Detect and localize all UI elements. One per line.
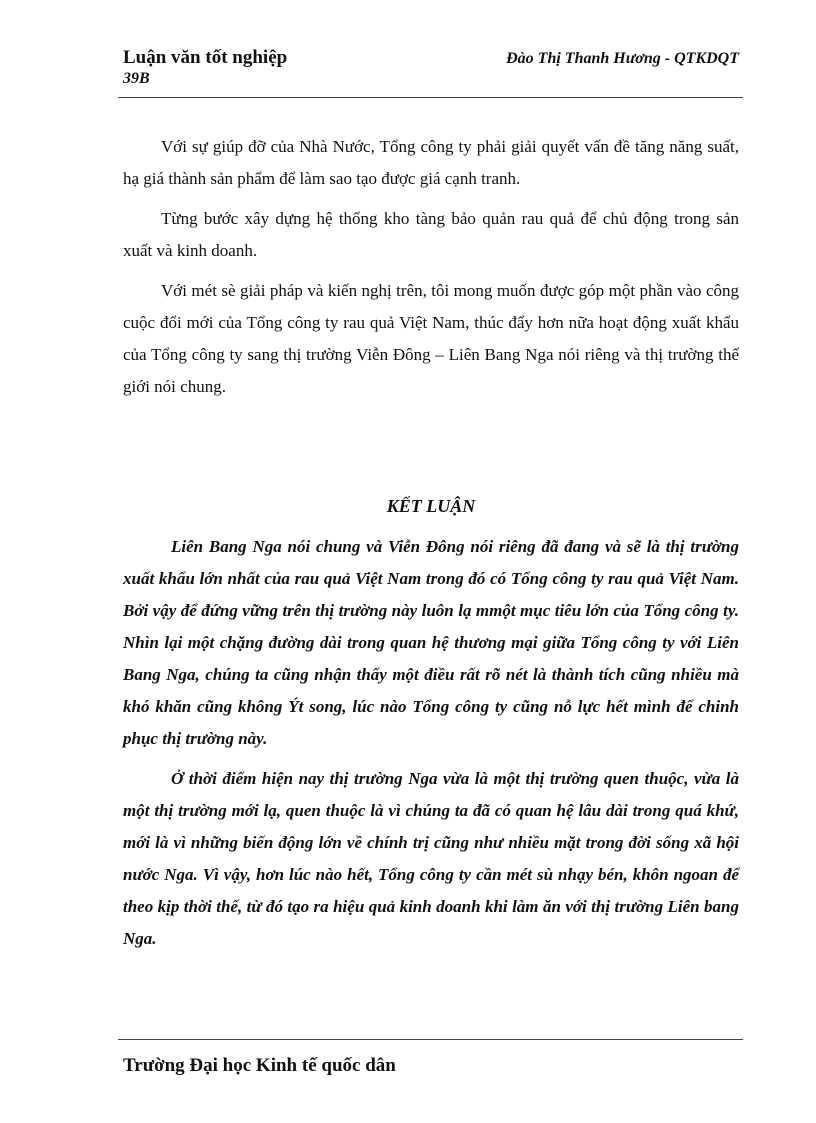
footer-divider: [118, 1039, 743, 1040]
author-name: Đào Thị Thanh Hương - QTKDQT: [506, 50, 739, 67]
university-footer: Trường Đại học Kinh tế quốc dân: [123, 1055, 396, 1076]
conclusion-paragraph: Ở thời điểm hiện nay thị trường Nga vừa là một thị trường quen thuộc, vừa là một thị trường mới lạ, quen thuộc là vì chúng ta đã có quan hệ lâu dài trong quá khứ, mới là vì những biến động lớn về chính trị cũng như nhiều mặt trong đời sống xã hội nước Nga. Vì vậy, hơn lúc nào hết, Tổng công ty cần mét sù nhạy bén, khôn ngoan để theo kịp thời thế, từ đó tạo ra hiệu quả kinh doanh khi làm ăn với thị trường Liên bang Nga.: [123, 769, 739, 948]
thesis-title: [123, 46, 287, 88]
conclusion-heading: KẾT LUẬN: [386, 496, 476, 516]
body-paragraph: Với sự giúp đỡ của Nhà Nước, Tổng công ty phải giải quyết vấn đề tăng năng suất, hạ giá thành sản phẩm để làm sao tạo được giá cạnh tranh.: [123, 137, 739, 188]
body-paragraph: Với mét sè giải pháp và kiến nghị trên, tôi mong muốn được góp một phần vào công cuộc đổi mới của Tổng công ty rau quả Việt Nam, thúc đẩy hơn nữa hoạt động xuất khẩu của Tổng công ty sang thị trường Viễn Đông – Liên Bang Nga nói riêng và thị trường thế giới nói chung.: [123, 281, 739, 396]
class-code: 39B: [123, 70, 150, 87]
body-paragraph: Từng bước xây dựng hệ thống kho tàng bảo quản rau quả để chủ động trong sản xuất và kinh doanh.: [123, 209, 739, 260]
main-body: [123, 131, 739, 411]
page-header: [123, 46, 743, 98]
thesis-title-text: Luận văn tốt nghiệp: [123, 47, 288, 68]
conclusion-section: [123, 531, 739, 963]
header-divider: [118, 97, 743, 98]
conclusion-paragraph: Liên Bang Nga nói chung và Viễn Đông nói riêng đã đang và sẽ là thị trường xuất khẩu lớn nhất của rau quả Việt Nam trong đó có Tổng công ty rau quả Việt Nam. Bởi vậy để đứng vững trên thị trường này luôn lạ mmột mục tiêu lớn của Tổng công ty. Nhìn lại một chặng đường dài trong quan hệ thương mại giữa Tổng công ty với Liên Bang Nga, chúng ta cũng nhận thấy một điều rất rõ nét là thành tích cũng nhiều mà khó khăn cũng không Ýt song, lúc nào Tổng công ty cũng nỗ lực hết mình để chinh phục thị trường này.: [123, 537, 739, 748]
